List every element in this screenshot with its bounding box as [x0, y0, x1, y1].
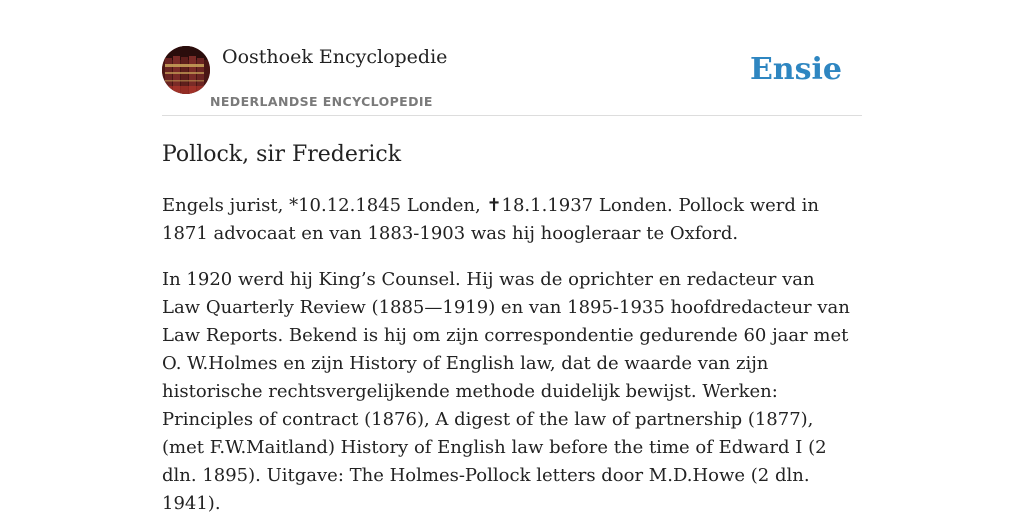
- header-divider: [162, 115, 862, 116]
- site-tagline: NEDERLANDSE ENCYCLOPEDIE: [210, 94, 433, 109]
- article-body: [162, 140, 852, 512]
- article-title: Pollock, sir Frederick: [162, 142, 402, 167]
- site-header: [162, 46, 862, 116]
- ensie-logo-link[interactable]: Ensie: [749, 52, 842, 87]
- article-paragraph-1: Engels jurist, *10.12.1845 Londen, ✝18.1.1937 Londen. Pollock werd in 1871 advocaat en van 1883-1903 was hij hoogleraar te Oxford.: [162, 195, 819, 244]
- article-paragraph-2: In 1920 werd hij King’s Counsel. Hij was de oprichter en redacteur van Law Quarterly Review (1885—1919) en van 1895-1935 hoofdredacteur van Law Reports. Bekend is hij om zijn correspondentie gedurende 60 jaar met O. W.Holmes en zijn History of English law, dat de waarde van zijn historische rechtsvergelijkende methode duidelijk bewijst. Werken: Principles of contract (1876), A digest of the law of partnership (1877), (met F.W.Maitland) History of English law before the time of Edward I (2 dln. 1895). Uitgave: The Holmes-Pollock letters door M.D.Howe (2 dln. 1941).: [162, 269, 850, 512]
- site-name-link[interactable]: Oosthoek Encyclopedie: [222, 46, 448, 68]
- encyclopedia-books-icon[interactable]: [162, 46, 210, 94]
